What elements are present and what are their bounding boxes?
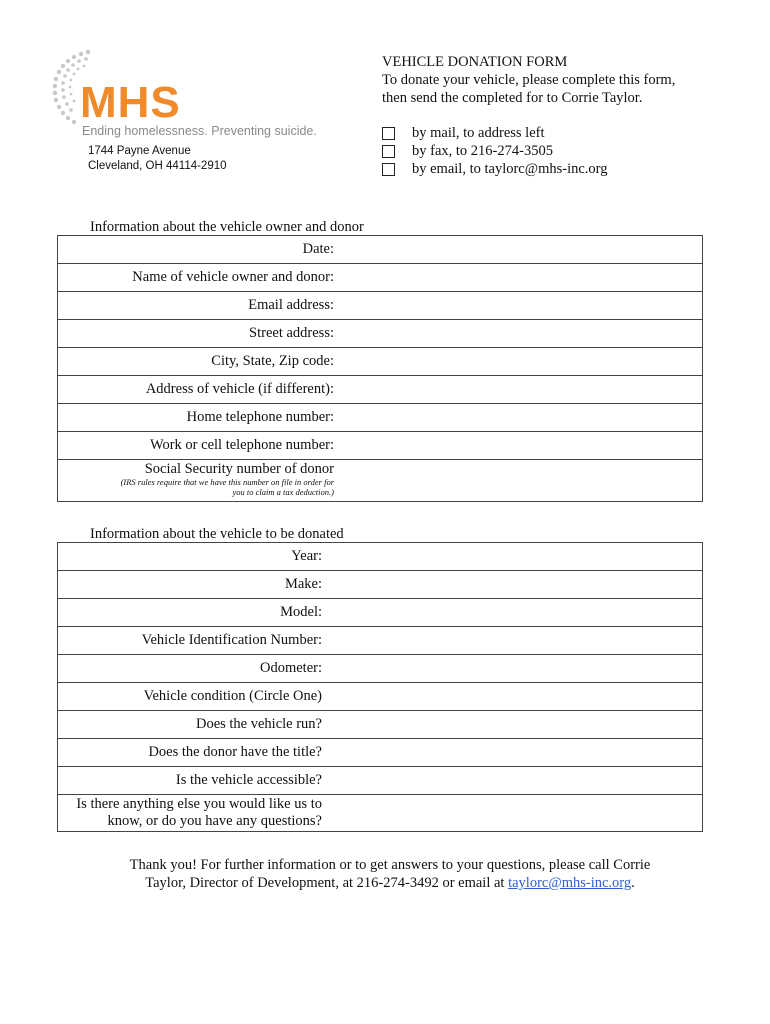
ssn-input[interactable]	[334, 460, 703, 502]
fax-checkbox[interactable]	[382, 145, 395, 158]
vehicle-info-table	[57, 542, 703, 832]
table-row	[58, 739, 703, 767]
table-row	[58, 543, 703, 571]
model-input[interactable]	[322, 599, 703, 627]
option-label: by email, to taylorc@mhs-inc.org	[412, 161, 608, 177]
ssn-label-cell	[58, 460, 335, 502]
logo-tagline: Ending homelessness. Preventing suicide.	[82, 124, 317, 138]
title-input[interactable]	[322, 739, 703, 767]
vin-input[interactable]	[322, 627, 703, 655]
form-header	[382, 53, 675, 107]
field-label: Vehicle condition (Circle One)	[58, 683, 323, 711]
field-label: Year:	[58, 543, 323, 571]
table-row	[58, 571, 703, 599]
field-label: Does the donor have the title?	[58, 739, 323, 767]
field-label: Make:	[58, 571, 323, 599]
work-phone-input[interactable]	[334, 432, 703, 460]
option-fax	[382, 142, 608, 160]
ssn-note: you to claim a tax deduction.)	[232, 487, 334, 497]
table-row	[58, 655, 703, 683]
questions-label-cell	[58, 795, 323, 832]
form-intro: To donate your vehicle, please complete this form,	[382, 72, 676, 88]
table-row	[58, 320, 703, 348]
table-row	[58, 236, 703, 264]
vehicle-address-input[interactable]	[334, 376, 703, 404]
field-label: Home telephone number:	[58, 404, 335, 432]
street-address-input[interactable]	[334, 320, 703, 348]
odometer-input[interactable]	[322, 655, 703, 683]
email-checkbox[interactable]	[382, 163, 395, 176]
table-row	[58, 767, 703, 795]
option-label: by fax, to 216-274-3505	[412, 143, 553, 159]
table-row	[58, 376, 703, 404]
ssn-note: (IRS rules require that we have this number on file in order for	[120, 477, 334, 487]
vehicle-runs-input[interactable]	[322, 711, 703, 739]
owner-info-table	[57, 235, 703, 502]
field-label: Address of vehicle (if different):	[58, 376, 335, 404]
home-phone-input[interactable]	[334, 404, 703, 432]
owner-name-input[interactable]	[334, 264, 703, 292]
table-row	[58, 599, 703, 627]
make-input[interactable]	[322, 571, 703, 599]
field-label: Email address:	[58, 292, 335, 320]
org-address	[88, 144, 227, 174]
field-label: Is there anything else you would like us to	[76, 796, 322, 812]
field-label: Date:	[58, 236, 335, 264]
table-row	[58, 432, 703, 460]
field-label: Is the vehicle accessible?	[58, 767, 323, 795]
email-input[interactable]	[334, 292, 703, 320]
option-email	[382, 160, 608, 178]
field-label: Work or cell telephone number:	[58, 432, 335, 460]
table-row	[58, 348, 703, 376]
table-row	[58, 683, 703, 711]
table-row	[58, 404, 703, 432]
mail-checkbox[interactable]	[382, 127, 395, 140]
vehicle-section-title: Information about the vehicle to be donated	[90, 526, 344, 542]
submission-options	[382, 124, 608, 178]
field-label: Name of vehicle owner and donor:	[58, 264, 335, 292]
field-label: Odometer:	[58, 655, 323, 683]
footer-line	[90, 874, 690, 892]
year-input[interactable]	[322, 543, 703, 571]
table-row	[58, 264, 703, 292]
field-label: City, State, Zip code:	[58, 348, 335, 376]
date-input[interactable]	[334, 236, 703, 264]
contact-email-link[interactable]: taylorc@mhs-inc.org	[508, 875, 632, 891]
option-label: by mail, to address left	[412, 125, 545, 141]
table-row	[58, 795, 703, 832]
form-intro: then send the completed for to Corrie Taylor.	[382, 90, 643, 106]
field-label: Social Security number of donor	[144, 461, 334, 477]
field-label: Model:	[58, 599, 323, 627]
option-mail	[382, 124, 608, 142]
field-label: Vehicle Identification Number:	[58, 627, 323, 655]
table-row	[58, 711, 703, 739]
address-line: 1744 Payne Avenue	[88, 145, 191, 157]
condition-input[interactable]	[322, 683, 703, 711]
field-label: Does the vehicle run?	[58, 711, 323, 739]
footer-thanks	[90, 856, 690, 892]
footer-text: .	[631, 875, 635, 891]
footer-text: Taylor, Director of Development, at 216-274-3492 or email at	[145, 875, 509, 891]
table-row	[58, 292, 703, 320]
form-title: VEHICLE DONATION FORM	[382, 54, 568, 70]
table-row	[58, 460, 703, 502]
footer-line: Thank you! For further information or to get answers to your questions, please call Corrie	[129, 857, 651, 873]
questions-input[interactable]	[322, 795, 703, 832]
table-row	[58, 627, 703, 655]
address-line: Cleveland, OH 44114-2910	[88, 160, 227, 172]
accessible-input[interactable]	[322, 767, 703, 795]
city-state-zip-input[interactable]	[334, 348, 703, 376]
field-label: know, or do you have any questions?	[107, 813, 322, 829]
owner-section-title: Information about the vehicle owner and donor	[90, 219, 364, 235]
logo-wordmark: MHS	[80, 78, 181, 127]
field-label: Street address:	[58, 320, 335, 348]
